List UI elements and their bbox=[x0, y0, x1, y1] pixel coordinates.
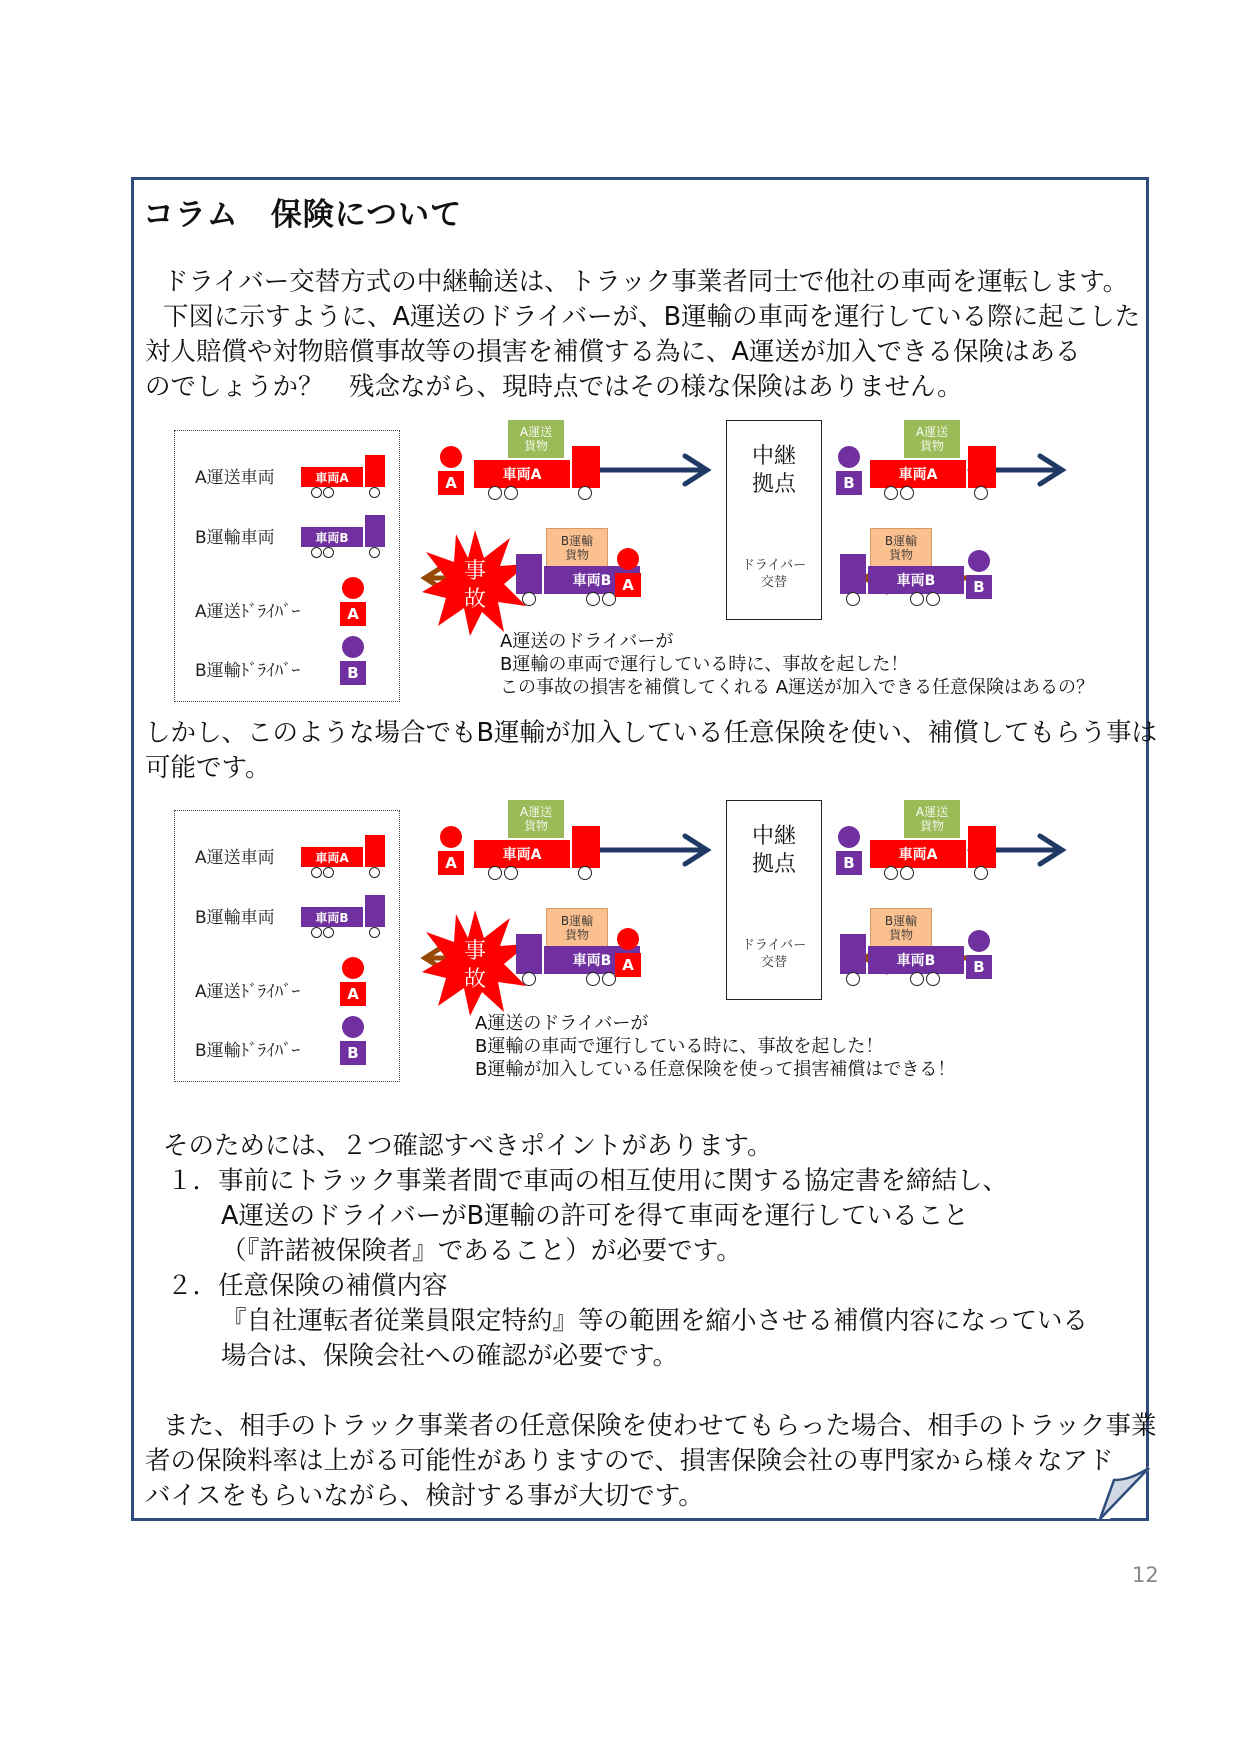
accident-burst-icon bbox=[420, 908, 530, 1018]
page-number: 12 bbox=[1132, 1563, 1159, 1587]
driver-b: B bbox=[836, 446, 862, 495]
legend-driver-b: B bbox=[340, 636, 366, 685]
truck-a: A運送 貨物 車両A bbox=[474, 420, 604, 502]
middle-paragraph: しかし、このような場合でもB運輸が加入している任意保険を使い、補償してもらう事は 可能です。 bbox=[145, 718, 1157, 783]
driver-b-bottom: B bbox=[966, 930, 992, 979]
driver-a-in-truck-b: A bbox=[615, 548, 641, 597]
truck-b-before-relay: B運輸 貨物 車両B bbox=[840, 528, 970, 610]
intro-paragraph bbox=[145, 265, 1140, 405]
legend-truck-b: 車両B bbox=[301, 893, 389, 937]
truck-b: B運輸 貨物 車両B bbox=[516, 528, 646, 610]
legend-driver-b: B bbox=[340, 1016, 366, 1065]
driver-a-in-truck-b: A bbox=[615, 928, 641, 977]
diagram-legend bbox=[174, 430, 400, 702]
intro-line: 下図に示すように、A運送のドライバーが、B運輸の車両を運行している際に起こした bbox=[163, 302, 1141, 332]
relay-base: 中継 拠点 ドライバー 交替 bbox=[726, 420, 822, 620]
column-title: コラム 保険について bbox=[143, 197, 463, 233]
relay-base: 中継 拠点 ドライバー 交替 bbox=[726, 800, 822, 1000]
svg-text:故: 故 bbox=[463, 587, 487, 612]
intro-line: のでしょうか？ 残念ながら、現時点ではその様な保険はありません。 bbox=[145, 372, 963, 402]
driver-a: A bbox=[438, 826, 464, 875]
legend-driver-b-label: B運輸ﾄﾞﾗｲﾊﾞｰ bbox=[195, 661, 301, 681]
legend-truck-b-label: B運輸車両 bbox=[195, 528, 275, 548]
diagram-caption: A運送のドライバーが B運輸の車両で運行している時に、事故を起した！ この事故の損害を補償してくれる A運送が加入できる任意保険はあるの？ bbox=[500, 631, 1095, 698]
truck-b-before-relay: B運輸 貨物 車両B bbox=[840, 908, 970, 990]
legend-truck-a: 車両A bbox=[301, 453, 389, 497]
truck-a-after-relay: A運送 貨物 車両A bbox=[870, 420, 1000, 502]
legend-truck-a: 車両A bbox=[301, 833, 389, 877]
closing-paragraph: また、相手のトラック事業者の任意保険を使わせてもらった場合、相手のトラック事業 者の保険料率は上がる可能性がありますので、損害保険会社の専門家から様々なアド バイスをもらいながら、検討する事が大切です。 bbox=[145, 1411, 1157, 1511]
legend-truck-a-label: A運送車両 bbox=[195, 468, 275, 488]
truck-a-after-relay: A運送 貨物 車両A bbox=[870, 800, 1000, 882]
truck-b: B運輸 貨物 車両B bbox=[516, 908, 646, 990]
point-2: ２．任意保険の補償内容 bbox=[167, 1271, 448, 1301]
driver-b: B bbox=[836, 826, 862, 875]
svg-text:故: 故 bbox=[463, 967, 487, 992]
accident-burst-icon bbox=[420, 528, 530, 638]
point-1: １．事前にトラック事業者間で車両の相互使用に関する協定書を締結し、 bbox=[167, 1166, 1008, 1196]
legend-driver-a: A bbox=[340, 957, 366, 1006]
legend-driver-a: A bbox=[340, 577, 366, 626]
truck-a: A運送 貨物 車両A bbox=[474, 800, 604, 882]
intro-line: ドライバー交替方式の中継輸送は、トラック事業者同士で他社の車両を運転します。 bbox=[163, 267, 1129, 297]
svg-text:事: 事 bbox=[463, 939, 487, 964]
diagram-legend: A運送車両 車両A B運輸車両 車両B A運送ﾄﾞﾗｲﾊﾞｰ A B運輸ﾄﾞﾗｲﾊﾞｰ B bbox=[174, 810, 400, 1082]
driver-a: A bbox=[438, 446, 464, 495]
legend-driver-a-label: A運送ﾄﾞﾗｲﾊﾞｰ bbox=[195, 602, 301, 622]
legend-truck-b: 車両B bbox=[301, 513, 389, 557]
relay-diagram-question bbox=[170, 420, 1150, 710]
diagram-caption: A運送のドライバーが B運輸の車両で運行している時に、事故を起した！ B運輸が加入している任意保険を使って損害補償はできる！ bbox=[475, 1013, 956, 1080]
driver-b-bottom: B bbox=[966, 550, 992, 599]
points-paragraph: そのためには、２つ確認すべきポイントがあります。 １．事前にトラック事業者間で車両の相互使用に関する協定書を締結し、 A運送のドライバーがB運輸の許可を得て車両を運行していること （『許諾被保険者』であること）が必要です。 ２．任意保険の補償内容 『自社運転者従業員限定特約』等の範囲を縮小させる補償内容になっている 場合は、保険会社への確認が必要です。 bbox=[145, 1129, 1088, 1374]
intro-line: 対人賠償や対物賠償事故等の損害を補償する為に、A運送が加入できる保険はある bbox=[145, 337, 1081, 367]
svg-text:事: 事 bbox=[463, 559, 487, 584]
relay-diagram-answer bbox=[170, 800, 1150, 1090]
